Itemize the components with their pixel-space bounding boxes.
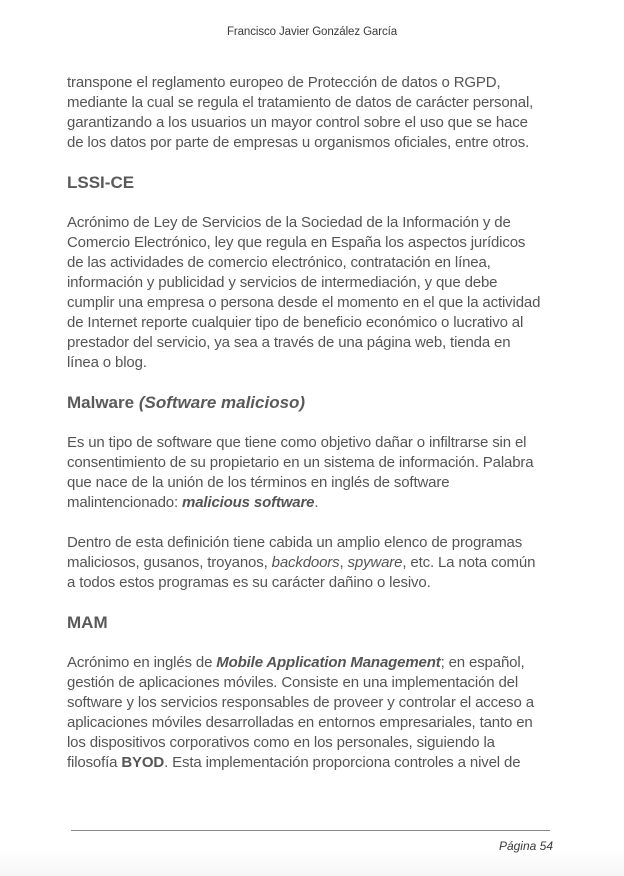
text-line: gestión de aplicaciones móviles. Consiste en una implementación del <box>67 674 519 691</box>
text-line: transpone el reglamento europeo de Protección de datos o RGPD, <box>67 74 501 91</box>
emphasis-spyware: spyware <box>347 554 403 571</box>
text-line: Comercio Electrónico, ley que regula en España los aspectos jurídicos <box>67 234 526 251</box>
page-body <box>67 73 567 773</box>
text-line: prestador del servicio, ya sea a través de una página web, tienda en <box>67 334 511 351</box>
text-fragment: filosofía <box>67 754 122 771</box>
text-fragment: . Esta implementación proporciona controles a nivel de <box>164 754 521 771</box>
text-line: Es un tipo de software que tiene como objetivo dañar o infiltrarse sin el <box>67 434 527 451</box>
emphasis-mobile-application-management: Mobile Application Management <box>216 654 441 671</box>
text-line: mediante la cual se regula el tratamiento de datos de carácter personal, <box>67 94 534 111</box>
page-number: Página 54 <box>498 839 553 853</box>
heading-malware-translation: (Software malicioso) <box>138 393 306 412</box>
heading-malware-term: Malware <box>67 393 135 412</box>
text-line: de los datos por parte de empresas u organismos oficiales, entre otros. <box>67 134 530 151</box>
text-fragment: malintencionado: <box>67 494 183 511</box>
mam-definition <box>67 653 567 773</box>
continuation-paragraph <box>67 73 567 153</box>
text-line: los dispositivos corporativos como en los personales, siguiendo la <box>67 734 495 751</box>
text-line: Acrónimo de Ley de Servicios de la Sociedad de la Información y de <box>67 214 511 231</box>
text-line: aplicaciones móviles desarrolladas en entornos empresariales, tanto en <box>67 714 533 731</box>
text-line: que nace de la unión de los términos en inglés de software <box>67 474 450 491</box>
text-line: consentimiento de su propietario en un sistema de información. Palabra <box>67 454 534 471</box>
text-line: a todos estos programas es su carácter dañino o lesivo. <box>67 574 431 591</box>
text-line: de Internet reporte cualquier tipo de beneficio económico o lucrativo al <box>67 314 524 331</box>
running-header-author: Francisco Javier González García <box>226 26 397 38</box>
footer-divider <box>71 830 550 831</box>
heading-mam: MAM <box>67 613 108 632</box>
text-fragment: ; en español, <box>440 654 525 671</box>
heading-lssi-ce: LSSI-CE <box>67 173 135 192</box>
text-fragment: , <box>339 554 348 571</box>
text-line: cumplir una empresa o persona desde el momento en el que la actividad <box>67 294 541 311</box>
text-line: de las actividades de comercio electrónico, contratación en línea, <box>67 254 491 271</box>
text-fragment: . <box>314 494 319 511</box>
emphasis-malicious-software: malicious software <box>182 494 315 511</box>
text-fragment: maliciosos, gusanos, troyanos, <box>67 554 272 571</box>
malware-examples <box>67 533 567 593</box>
text-line: garantizando a los usuarios un mayor control sobre el uso que se hace <box>67 114 528 131</box>
emphasis-backdoors: backdoors <box>271 554 340 571</box>
text-line: información y publicidad y servicios de intermediación, y que debe <box>67 274 498 291</box>
text-fragment: Acrónimo en inglés de <box>67 654 217 671</box>
emphasis-byod: BYOD <box>121 754 165 771</box>
text-line: línea o blog. <box>67 354 147 371</box>
malware-definition <box>67 433 567 513</box>
text-line: Dentro de esta definición tiene cabida un amplio elenco de programas <box>67 534 523 551</box>
heading-malware <box>67 393 567 413</box>
lssi-ce-definition <box>67 213 567 373</box>
text-fragment: , etc. La nota común <box>402 554 536 571</box>
text-line: software y los servicios responsables de proveer y controlar el acceso a <box>67 694 534 711</box>
